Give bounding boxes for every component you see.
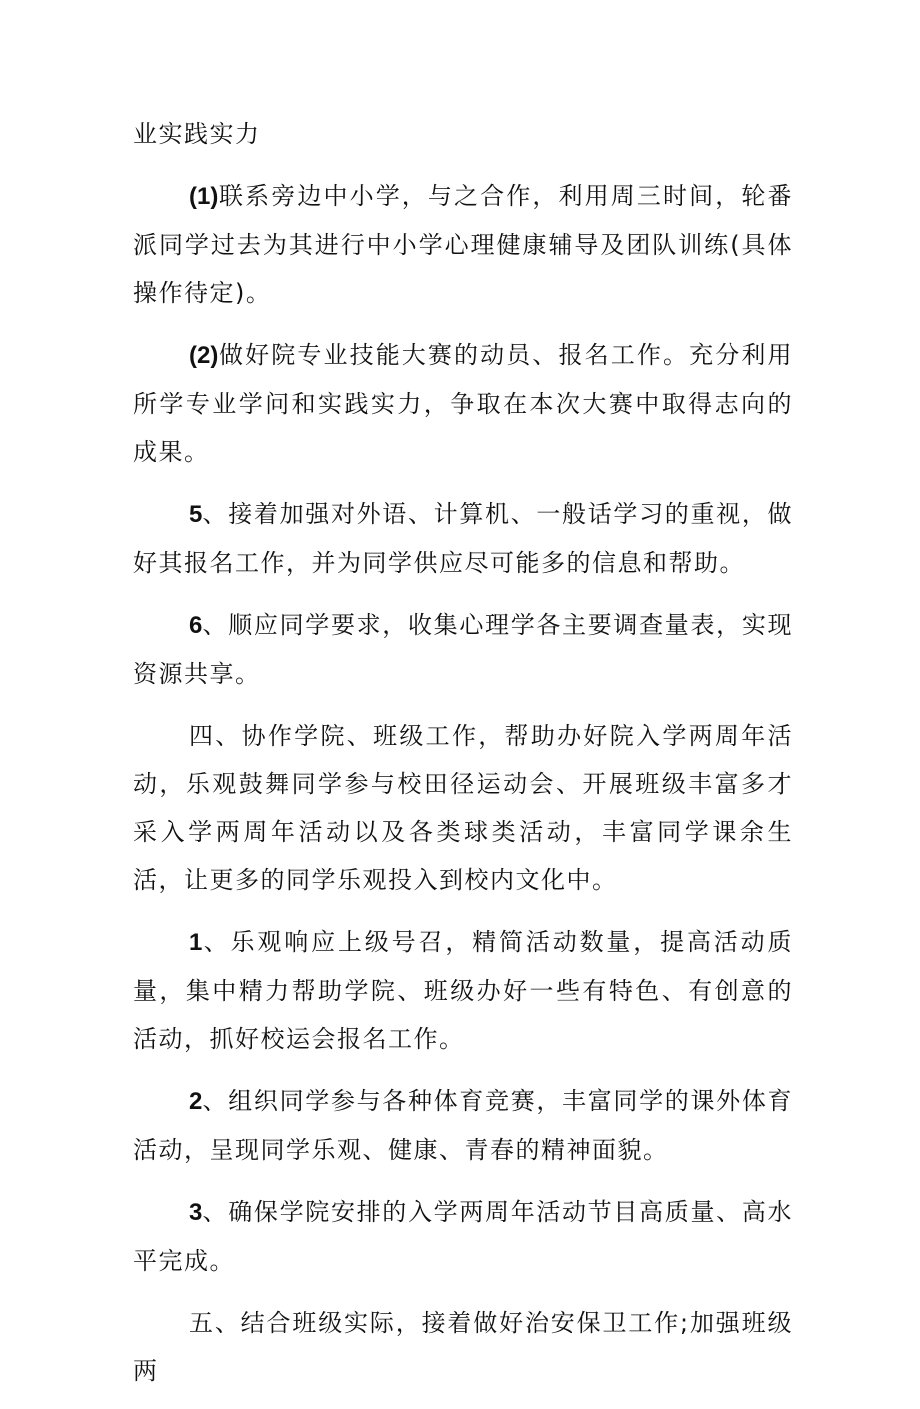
paragraph-marker: 1	[189, 929, 203, 956]
paragraph-item-3	[133, 1188, 793, 1285]
paragraph-text: 五、结合班级实际，接着做好治安保卫工作;加强班级两	[133, 1309, 793, 1385]
paragraph-marker: 5	[189, 501, 203, 528]
paragraph-item-6	[133, 601, 793, 698]
paragraph-marker: 2	[189, 1088, 203, 1115]
paragraph-item-2-paren	[133, 331, 793, 476]
paragraph-marker: (1)	[189, 183, 219, 210]
paragraph-text: 、组织同学参与各种体育竞赛，丰富同学的课外体育活动，呈现同学乐观、健康、青春的精神面貌。	[133, 1087, 793, 1164]
paragraph-section-4	[133, 712, 793, 904]
paragraph-text: 联系旁边中小学，与之合作，利用周三时间，轮番派同学过去为其进行中小学心理健康辅导及团队训练(具体操作待定)。	[133, 182, 793, 307]
paragraph-item-2	[133, 1077, 793, 1174]
paragraph-text: 业实践实力	[133, 120, 261, 148]
paragraph-text: 、确保学院安排的入学两周年活动节目高质量、高水平完成。	[133, 1198, 793, 1275]
paragraph-marker: 6	[189, 612, 203, 639]
paragraph-continuation	[133, 110, 793, 158]
paragraph-text: 四、协作学院、班级工作，帮助办好院入学两周年活动，乐观鼓舞同学参与校田径运动会、开展班级丰富多才采入学两周年活动以及各类球类活动，丰富同学课余生活，让更多的同学乐观投入到校内文化中。	[133, 722, 793, 894]
document-body	[133, 110, 793, 1409]
paragraph-item-1-paren	[133, 172, 793, 317]
paragraph-marker: 3	[189, 1199, 203, 1226]
paragraph-text: 、乐观响应上级号召，精简活动数量，提高活动质量，集中精力帮助学院、班级办好一些有特色、有创意的活动，抓好校运会报名工作。	[133, 928, 793, 1053]
paragraph-section-5	[133, 1299, 793, 1395]
paragraph-item-5	[133, 490, 793, 587]
paragraph-text: 做好院专业技能大赛的动员、报名工作。充分利用所学专业学问和实践实力，争取在本次大赛中取得志向的成果。	[133, 341, 793, 466]
paragraph-text: 、顺应同学要求，收集心理学各主要调查量表，实现资源共享。	[133, 611, 793, 688]
paragraph-text: 、接着加强对外语、计算机、一般话学习的重视，做好其报名工作，并为同学供应尽可能多的信息和帮助。	[133, 500, 793, 577]
paragraph-marker: (2)	[189, 342, 219, 369]
paragraph-item-1	[133, 918, 793, 1063]
